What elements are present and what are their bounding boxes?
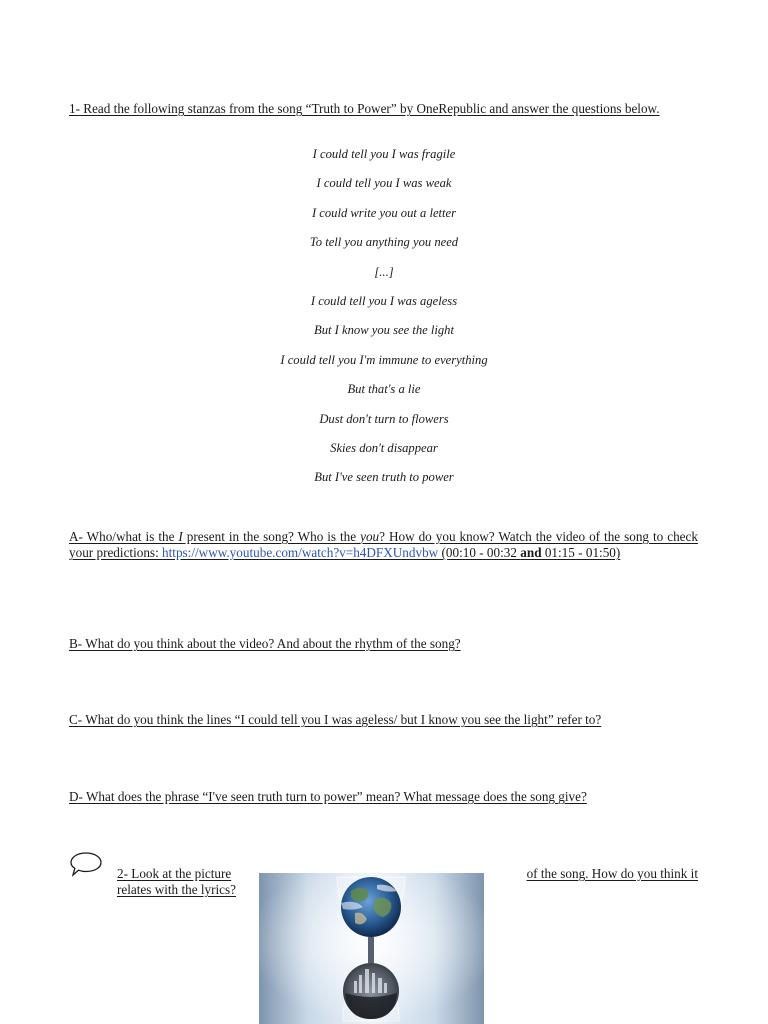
- question-b: B- What do you think about the video? And about the rhythm of the song?: [69, 636, 461, 651]
- question-2-left: 2- Look at the picture relates with the lyrics?: [117, 866, 237, 897]
- stanza-line: But I know you see the light: [314, 323, 454, 338]
- question-a-text: present in the song? Who is the: [182, 529, 361, 544]
- stanza-line: But I've seen truth to power: [314, 470, 454, 485]
- question-a-italic-i: I: [178, 529, 183, 544]
- question-a: [69, 529, 698, 561]
- question-1-intro: [69, 101, 698, 117]
- stanza-line: I could tell you I was fragile: [312, 147, 456, 161]
- stanza-line: I could tell you I was ageless: [310, 293, 458, 308]
- youtube-video-link[interactable]: https://www.youtube.com/watch?v=h4DFXUndvbw: [162, 545, 439, 560]
- question-a-text: A- Who/what is the: [69, 529, 179, 544]
- question-2-right: of the song. How do you think it: [526, 866, 698, 881]
- question-a-italic-you: you: [360, 529, 380, 544]
- hourglass-earth-image: [259, 873, 484, 1024]
- stanza-line: But that's a lie: [347, 382, 421, 397]
- question-1-text: 1- Read the following stanzas from the song “Truth to Power” by OneRepublic and answer the questions below.: [69, 101, 660, 116]
- question-a-text: ? How do you know? Watch the video of the song to check your predictions:: [69, 529, 698, 560]
- stanza-line: [...]: [374, 264, 394, 279]
- stanza-line: I could tell you I was weak: [316, 176, 452, 191]
- stanza-line: To tell you anything you need: [309, 235, 459, 250]
- stanza-line: I could tell you I'm immune to everything: [280, 352, 488, 367]
- question-a-text: (00:10 - 00:32: [438, 545, 521, 560]
- stanza-line: Skies don't disappear: [330, 440, 438, 455]
- question-a-text: 01:15 - 01:50): [541, 545, 621, 560]
- stanza-line: I could write you out a letter: [311, 205, 457, 220]
- question-d: D- What does the phrase “I've seen truth turn to power” mean? What message does the song give?: [69, 789, 587, 804]
- speech-bubble-icon: [69, 851, 103, 879]
- question-a-bold-and: and: [520, 545, 542, 560]
- song-stanzas: [0, 146, 768, 499]
- question-c: C- What do you think the lines “I could tell you I was ageless/ but I know you see the light” refer to?: [69, 712, 602, 727]
- stanza-line: Dust don't turn to flowers: [319, 411, 449, 426]
